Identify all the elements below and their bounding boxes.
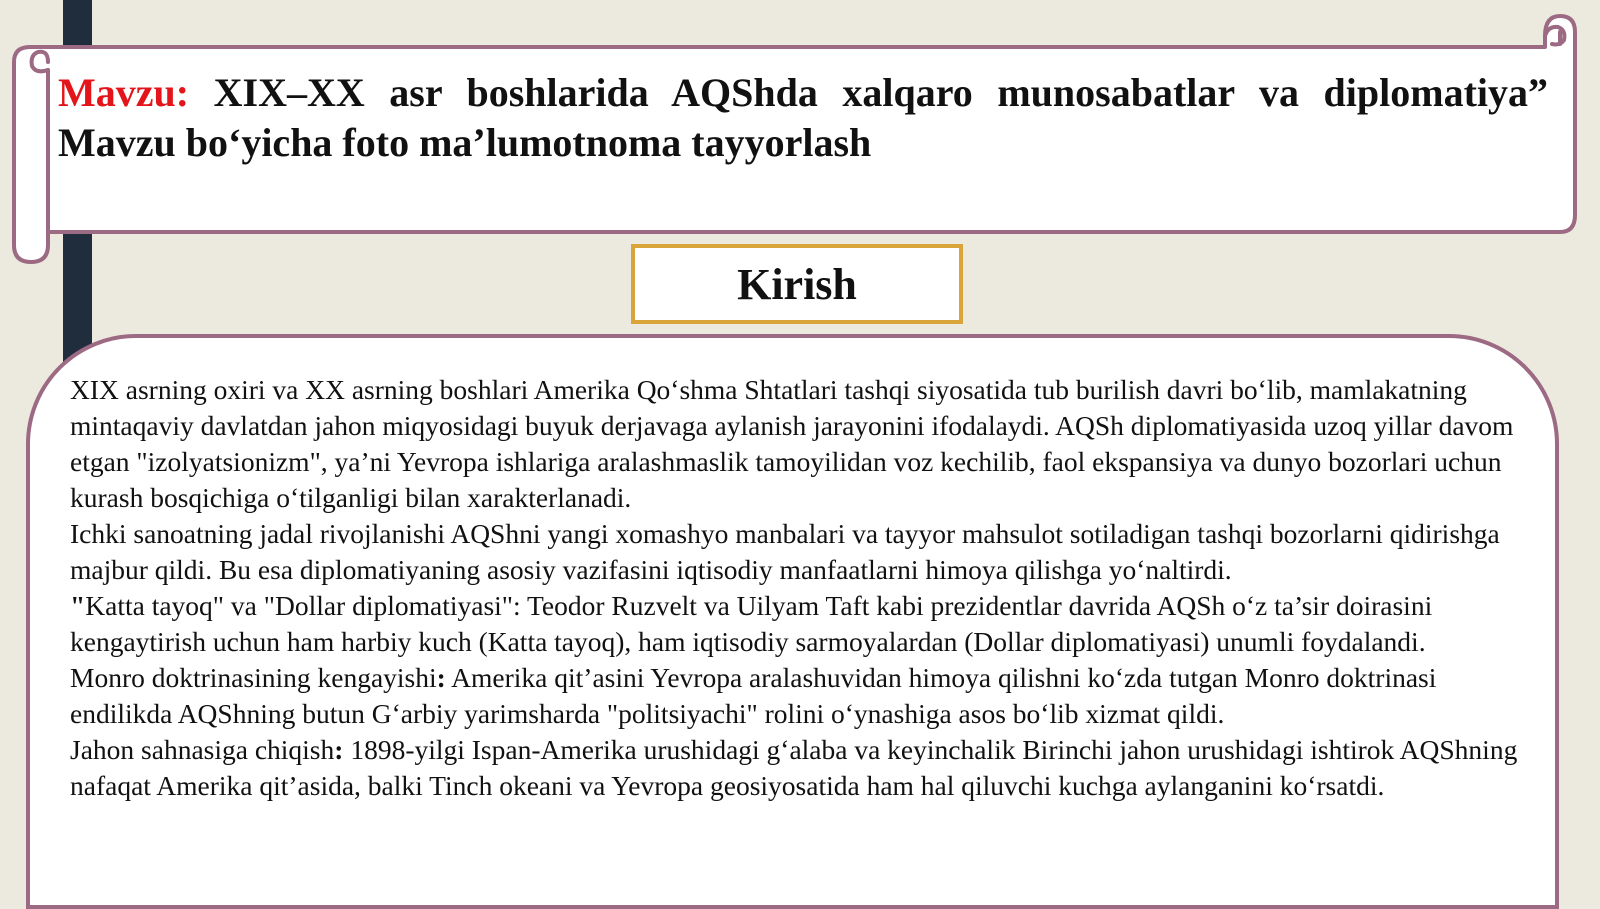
section-heading: Kirish: [737, 259, 857, 309]
page-title: [58, 68, 1548, 168]
paragraph-text: Ichki sanoatning jadal rivojlanishi AQShni yangi xomashyo manbalari va tayyor mahsulot sotiladigan tashqi bozorlarni qidirishga majbur qildi. Bu esa diplomatiyaning asosiy vazifasini iqtisodiy manfaatlarni himoya qilishga yo‘naltirdi.: [70, 518, 1500, 585]
paragraph-text: Amerika qit’asini Yevropa aralashuvidan himoya qilishni ko‘zda tutgan Monro doktrinasi endilikda AQShning butun G‘arbiy yarimsharda "politsiyachi" rolini o‘ynashiga asos bo‘lib xizmat qildi.: [70, 662, 1437, 729]
paragraph-4: [70, 660, 1540, 732]
paragraph-key-sep: :: [334, 734, 344, 765]
paragraph-2: [70, 516, 1540, 588]
paragraph-text: Katta tayoq" va "Dollar diplomatiyasi": Teodor Ruzvelt va Uilyam Taft kabi prezidentlar davrida AQSh o‘z ta’sir doirasini kengaytirish uchun ham harbiy kuch (Katta tayoq), ham iqtisodiy sarmoyalardan (Dollar diplomatiyasi) unumli foydalandi.: [70, 590, 1433, 657]
title-text: XIX–XX asr boshlarida AQShda xalqaro munosabatlar va diplomatiya” Mavzu bo‘yicha foto ma’lumotnoma tayyorlash: [58, 70, 1548, 165]
title-label: Mavzu:: [58, 70, 190, 115]
content-panel: [26, 334, 1559, 909]
paragraph-5: [70, 732, 1540, 804]
paragraph-key: Monro doktrinasining kengayishi: [70, 662, 437, 693]
paragraph-key-sep: :: [436, 662, 446, 693]
paragraph-key: Jahon sahnasiga chiqish: [70, 734, 335, 765]
section-heading-box: [631, 244, 963, 324]
paragraph-text: 1898-yilgi Ispan-Amerika urushidagi g‘alaba va keyinchalik Birinchi jahon urushidagi ishtirok AQShning nafaqat Amerika qit’asida, balki Tinch okeani va Yevropa geosiyosatida ham hal qiluvchi kuchga aylanganini ko‘rsatdi.: [70, 734, 1518, 801]
paragraph-text: XIX asrning oxiri va XX asrning boshlari Amerika Qo‘shma Shtatlari tashqi siyosatida tub burilish davri bo‘lib, mamlakatning mintaqaviy davlatdan jahon miqyosidagi buyuk derjavaga aylanish jarayonini ifodalaydi. AQSh diplomatiyasida uzoq yillar davom etgan "izolyatsionizm", ya’ni Yevropa ishlariga aralashmaslik tamoyilidan voz kechilib, faol ekspansiya va dunyo bozorlari uchun kurash bosqichiga o‘tilganligi bilan xarakterlanadi.: [70, 374, 1514, 513]
content-body: [70, 372, 1540, 804]
paragraph-lead-mark: ": [70, 590, 86, 621]
paragraph-1: [70, 372, 1540, 516]
paragraph-3: [70, 588, 1540, 660]
